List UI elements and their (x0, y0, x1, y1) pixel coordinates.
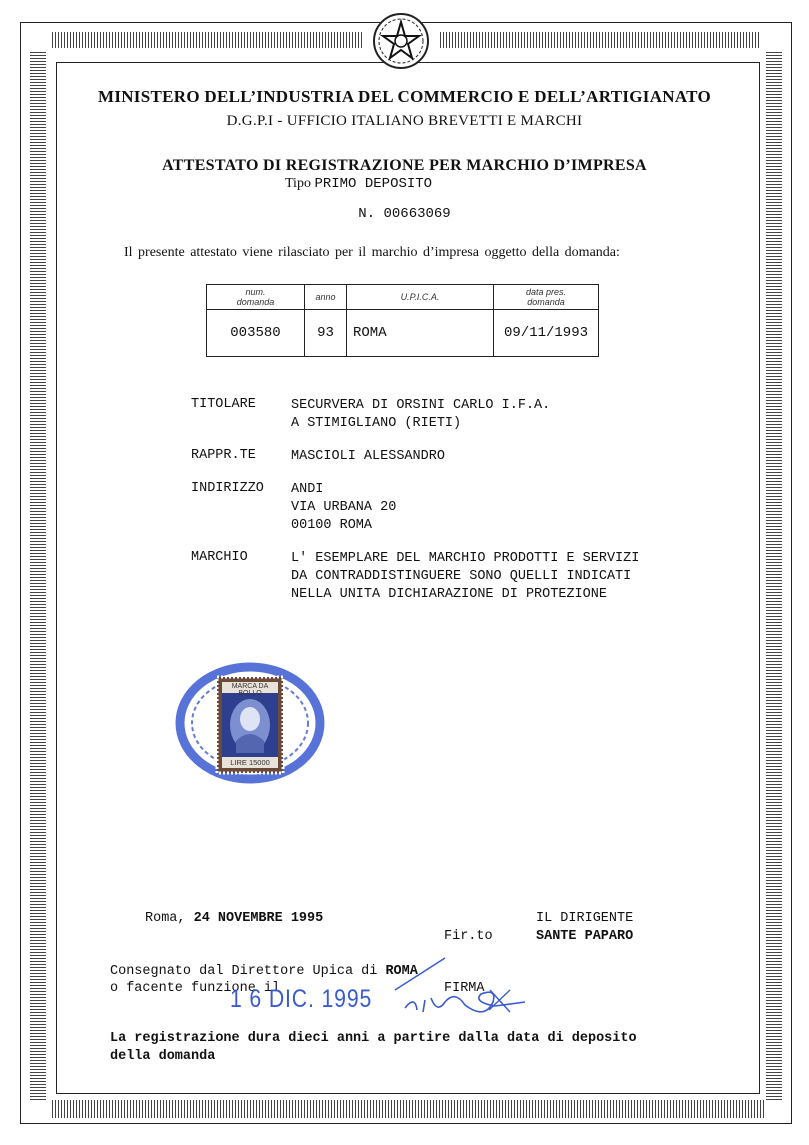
stamp-value: LIRE 15000 (230, 758, 270, 767)
cell-anno: 93 (305, 310, 347, 357)
certificate-number: N. 00663069 (358, 206, 451, 222)
header-num-domanda: num. domanda (207, 285, 305, 310)
stamp-marca-label: MARCA DA BOLLO (231, 683, 269, 697)
dirigente-name: SANTE PAPARO (536, 929, 634, 944)
header-anno: anno (305, 285, 347, 310)
header-data-pres: data pres. domanda (494, 285, 599, 310)
top-hatch-right (440, 32, 760, 48)
rappr-label: RAPPR.TE (191, 448, 256, 463)
tipo-label: Tipo (285, 176, 311, 191)
marchio-label: MARCHIO (191, 550, 248, 565)
cell-upica: ROMA (347, 310, 494, 357)
indirizzo-value: ANDI VIA URBANA 20 00100 ROMA (291, 482, 397, 533)
office-heading: D.G.P.I - UFFICIO ITALIANO BREVETTI E MARCHI (226, 113, 583, 129)
ministry-heading: MINISTERO DELL’INDUSTRIA DEL COMMERCIO E DELL’ARTIGIANATO (97, 87, 712, 106)
handwritten-signature (385, 950, 535, 1020)
issue-date: 24 NOVEMBRE 1995 (193, 911, 324, 926)
indirizzo-label: INDIRIZZO (191, 481, 264, 496)
registration-table (206, 284, 599, 357)
place-date: Roma, 24 NOVEMBRE 1995 (145, 911, 324, 926)
table-row (207, 310, 599, 357)
table-header-row (207, 285, 599, 310)
certificate-title: ATTESTATO DI REGISTRAZIONE PER MARCHIO D’IMPRESA (162, 157, 647, 174)
dirigente-label: IL DIRIGENTE (536, 911, 634, 926)
firma-label: FIRMA (444, 981, 485, 996)
rappr-value: MASCIOLI ALESSANDRO (291, 449, 445, 464)
intro-text: Il presente attestato viene rilasciato per il marchio d’impresa oggetto della domanda: (124, 245, 620, 260)
consegnato-line: Consegnato dal Direttore Upica di ROMA (110, 964, 418, 979)
italian-emblem-icon (370, 10, 432, 72)
validity-note-line1: La registrazione dura dieci anni a partire dalla data di deposito (110, 1031, 637, 1046)
facente-line: o facente funzione il (110, 981, 281, 996)
revenue-stamp (170, 655, 330, 785)
cell-data-pres: 09/11/1993 (494, 310, 599, 357)
bottom-hatch (52, 1100, 764, 1118)
delivery-date-stamp: 1 6 DIC. 1995 (230, 985, 373, 1013)
titolare-value: SECURVERA DI ORSINI CARLO I.F.A. A STIMIGLIANO (RIETI) (291, 398, 551, 431)
firto-label: Fir.to (444, 929, 493, 944)
validity-note-line2: della domanda (110, 1049, 216, 1064)
top-hatch-left (52, 32, 362, 48)
header-upica: U.P.I.C.A. (347, 285, 494, 310)
titolare-label: TITOLARE (191, 397, 256, 412)
consegnato-city: ROMA (385, 964, 418, 979)
marchio-value: L' ESEMPLARE DEL MARCHIO PRODOTTI E SERVIZI DA CONTRADDISTINGUERE SONO QUELLI INDICATI NELLA UNITA DICHIARAZIONE DI PROTEZIONE (291, 551, 640, 602)
tipo-value: PRIMO DEPOSITO (314, 176, 433, 192)
cell-num-domanda: 003580 (207, 310, 305, 357)
tipo-line (285, 176, 432, 192)
